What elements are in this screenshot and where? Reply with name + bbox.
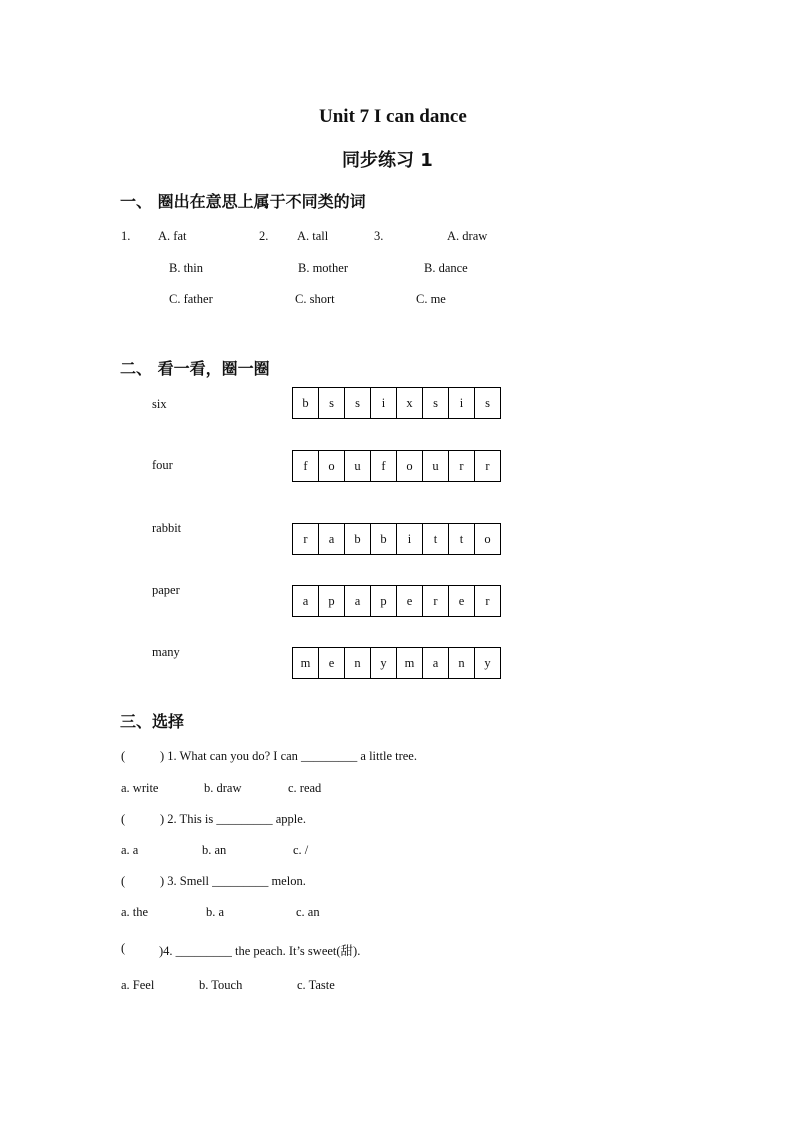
letter-cell[interactable]: r: [475, 585, 501, 617]
q2-number: 2.: [259, 229, 269, 243]
letter-cell[interactable]: x: [397, 387, 423, 419]
letter-cell[interactable]: n: [345, 647, 371, 679]
mc1-option-b: b. draw: [204, 781, 242, 795]
word-four: four: [152, 458, 173, 472]
letter-grid-six: [292, 387, 501, 419]
mc3-option-a: a. the: [121, 905, 149, 919]
mc3-answer-paren[interactable]: (: [121, 874, 126, 888]
letter-cell[interactable]: a: [345, 585, 371, 617]
mc1-option-a: a. write: [121, 781, 159, 795]
letter-cell[interactable]: r: [449, 450, 475, 482]
page-title: Unit 7 I can dance: [319, 106, 467, 127]
letter-cell[interactable]: e: [397, 585, 423, 617]
letter-cell[interactable]: e: [319, 647, 345, 679]
section1-heading: 一、 圈出在意思上属于不同类的词: [120, 192, 366, 211]
letter-cell[interactable]: f: [371, 450, 397, 482]
letter-cell[interactable]: s: [345, 387, 371, 419]
mc4-option-a: a. Feel: [121, 978, 155, 992]
letter-cell[interactable]: o: [397, 450, 423, 482]
page-subtitle: 同步练习 1: [342, 150, 433, 171]
letter-cell[interactable]: s: [475, 387, 501, 419]
letter-cell[interactable]: r: [475, 450, 501, 482]
letter-cell[interactable]: b: [345, 523, 371, 555]
q3-option-c: C. me: [416, 292, 446, 306]
q2-option-b: B. mother: [298, 261, 348, 275]
letter-cell[interactable]: a: [293, 585, 319, 617]
q2-option-a: A. tall: [297, 229, 329, 243]
q1-option-b: B. thin: [169, 261, 204, 275]
letter-cell[interactable]: u: [423, 450, 449, 482]
section2-heading: 二、 看一看，圈一圈: [120, 359, 270, 378]
q2-option-c: C. short: [295, 292, 335, 306]
q3-option-b: B. dance: [424, 261, 468, 275]
letter-cell[interactable]: t: [423, 523, 449, 555]
mc2-answer-paren[interactable]: (: [121, 812, 126, 826]
word-six: six: [152, 397, 167, 411]
letter-cell[interactable]: i: [449, 387, 475, 419]
letter-cell[interactable]: o: [319, 450, 345, 482]
letter-cell[interactable]: i: [371, 387, 397, 419]
mc4-option-c: c. Taste: [297, 978, 335, 992]
letter-cell[interactable]: u: [345, 450, 371, 482]
letter-grid-four: [292, 450, 501, 482]
letter-cell[interactable]: s: [423, 387, 449, 419]
letter-cell[interactable]: f: [293, 450, 319, 482]
letter-cell[interactable]: y: [371, 647, 397, 679]
q3-option-a: A. draw: [447, 229, 488, 243]
mc2-option-a: a. a: [121, 843, 139, 857]
letter-cell[interactable]: p: [319, 585, 345, 617]
mc3-option-c: c. an: [296, 905, 320, 919]
letter-cell[interactable]: s: [319, 387, 345, 419]
mc1-question: ) 1. What can you do? I can _________ a little tree.: [160, 749, 417, 763]
mc4-option-b: b. Touch: [199, 978, 243, 992]
letter-cell[interactable]: r: [293, 523, 319, 555]
q1-number: 1.: [121, 229, 131, 243]
word-many: many: [152, 645, 180, 659]
letter-cell[interactable]: b: [293, 387, 319, 419]
letter-cell[interactable]: b: [371, 523, 397, 555]
mc4-answer-paren[interactable]: (: [121, 941, 126, 955]
letter-cell[interactable]: r: [423, 585, 449, 617]
section3-heading: 三、选择: [120, 712, 185, 731]
letter-grid-paper: [292, 585, 501, 617]
mc2-question: ) 2. This is _________ apple.: [160, 812, 306, 826]
q1-option-a: A. fat: [158, 229, 187, 243]
word-rabbit: rabbit: [152, 521, 182, 535]
letter-cell[interactable]: m: [397, 647, 423, 679]
word-paper: paper: [152, 583, 180, 597]
letter-cell[interactable]: m: [293, 647, 319, 679]
q1-option-c: C. father: [169, 292, 213, 306]
letter-cell[interactable]: a: [319, 523, 345, 555]
letter-cell[interactable]: i: [397, 523, 423, 555]
q3-number: 3.: [374, 229, 384, 243]
letter-cell[interactable]: n: [449, 647, 475, 679]
mc1-answer-paren[interactable]: (: [121, 749, 126, 763]
mc3-question: ) 3. Smell _________ melon.: [160, 874, 306, 888]
letter-cell[interactable]: t: [449, 523, 475, 555]
letter-grid-rabbit: [292, 523, 501, 555]
mc1-option-c: c. read: [288, 781, 322, 795]
letter-grid-many: [292, 647, 501, 679]
letter-cell[interactable]: e: [449, 585, 475, 617]
letter-cell[interactable]: y: [475, 647, 501, 679]
letter-cell[interactable]: o: [475, 523, 501, 555]
mc2-option-c: c. /: [293, 843, 309, 857]
mc2-option-b: b. an: [202, 843, 227, 857]
mc4-question: )4. _________ the peach. It’s sweet(甜).: [159, 944, 361, 958]
letter-cell[interactable]: a: [423, 647, 449, 679]
letter-cell[interactable]: p: [371, 585, 397, 617]
mc3-option-b: b. a: [206, 905, 225, 919]
